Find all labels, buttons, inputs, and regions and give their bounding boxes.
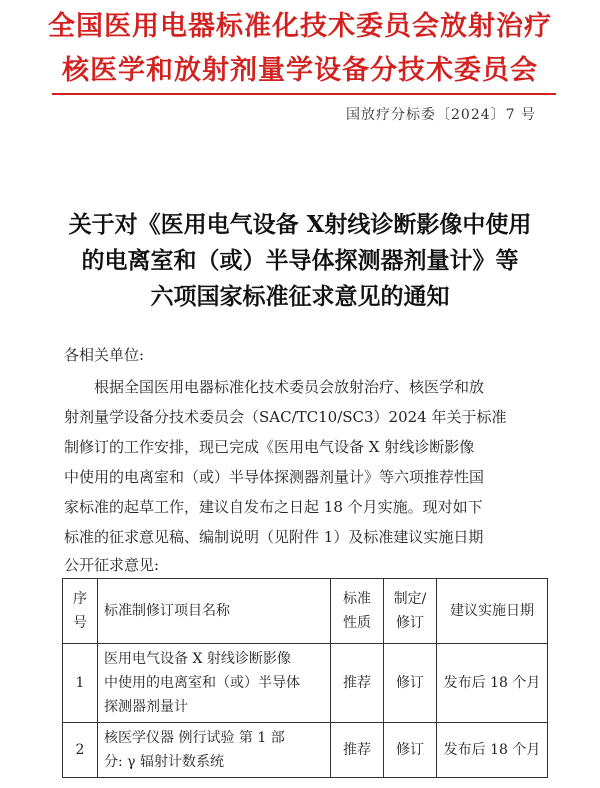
red-divider xyxy=(52,93,556,95)
row-date: 发布后 18 个月 xyxy=(437,644,548,723)
notice-title-line-3: 六项国家标准征求意见的通知 xyxy=(150,283,450,310)
header-nature: 标准 性质 xyxy=(331,579,384,644)
row-revision: 修订 xyxy=(384,723,437,778)
notice-title-line-2: 的电离室和（或）半导体探测器剂量计》等 xyxy=(81,247,519,274)
header-name: 标准制修订项目名称 xyxy=(98,579,331,644)
row-no: 1 xyxy=(63,644,98,723)
body-line: 公开征求意见: xyxy=(64,556,160,574)
row-date: 发布后 18 个月 xyxy=(437,723,548,778)
table-row xyxy=(63,644,548,723)
document-number: 国放疗分标委〔2024〕7 号 xyxy=(346,107,536,123)
salutation: 各相关单位: xyxy=(64,346,145,364)
notice-title-line-1: 关于对《医用电气设备 X射线诊断影像中使用 xyxy=(68,211,532,238)
body-line: 家标准的起草工作，建议自发布之日起 18 个月实施。现对如下 xyxy=(64,498,483,516)
body-line: 射剂量学设备分技术委员会（SAC/TC10/SC3）2024 年关于标准 xyxy=(64,408,507,426)
table-row xyxy=(63,723,548,778)
row-name: 核医学仪器 例行试验 第 1 部 分: γ 辐射计数系统 xyxy=(98,723,331,778)
header-no: 序 号 xyxy=(63,579,98,644)
standards-table xyxy=(62,578,548,778)
row-nature: 推荐 xyxy=(331,723,384,778)
row-nature: 推荐 xyxy=(331,644,384,723)
row-name: 医用电气设备 X 射线诊断影像 中使用的电离室和（或）半导体 探测器剂量计 xyxy=(98,644,331,723)
body-line: 中使用的电离室和（或）半导体探测器剂量计》等六项推荐性国 xyxy=(64,468,485,486)
org-title-line-2: 核医学和放射剂量学设备分技术委员会 xyxy=(62,55,538,86)
body-line: 根据全国医用电器标准化技术委员会放射治疗、核医学和放 xyxy=(94,378,485,396)
body-line: 制修订的工作安排，现已完成《医用电气设备 X 射线诊断影像 xyxy=(64,438,475,456)
table-header-row xyxy=(63,579,548,644)
org-title-line-1: 全国医用电器标准化技术委员会放射治疗 xyxy=(48,11,552,42)
header-revision: 制定/ 修订 xyxy=(384,579,437,644)
row-revision: 修订 xyxy=(384,644,437,723)
body-line: 标准的征求意见稿、编制说明（见附件 1）及标准建议实施日期 xyxy=(64,528,484,546)
header-date: 建议实施日期 xyxy=(437,579,548,644)
row-no: 2 xyxy=(63,723,98,778)
